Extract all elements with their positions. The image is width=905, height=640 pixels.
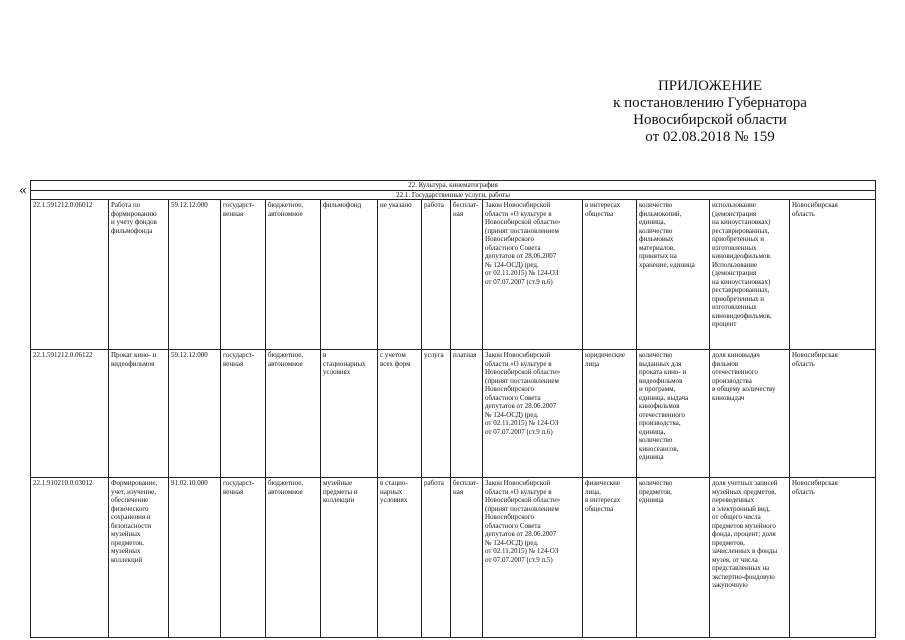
table-row [31,478,876,638]
content-parameter: фильмофонд [321,200,378,350]
service-name: Формирование, учет, изучение, обеспечение физического сохранения и безопасности музейных предметов, музейных коллекций [109,478,169,638]
service-code: 22.1.910210.0.03012 [31,478,109,638]
condition-parameter: не указано [378,200,422,350]
payment-type: платная [451,350,483,478]
quality-indicators: доля учетных записей музейных предметов, переведенных в электронный вид, от общего числа предметов музейного фонда, процент; доля предметов, зачисленных в фонды музея, от числа представленных на экспертно-фондовую закупочную [710,478,790,638]
work-or-service: услуга [422,350,451,478]
service-type: государст- венная [221,350,266,478]
territory: Новосибирская область [790,200,876,350]
condition-parameter: в стацио- нарных условиях [378,478,422,638]
header-title: ПРИЛОЖЕНИЕ [657,78,763,94]
subsection-title: 22.1. Государственные услуги, работы [31,190,876,200]
service-type: государст- венная [221,200,266,350]
service-name: Прокат кино- и видеофильмов [109,350,169,478]
territory: Новосибирская область [790,350,876,478]
consumer-category: в интересах общества [583,200,637,350]
consumer-category: юридические лица [583,350,637,478]
content-parameter: музейные предметы и коллекции [321,478,378,638]
institution-type: бюджетное, автономное [266,350,321,478]
payment-type: бесплат- ная [451,478,483,638]
legal-basis: Закон Новосибирской области «О культуре в Новосибирской области» (принят постановлением Новосибирского областного Совета депутатов от 28.06.2007 № 124-ОСД) (ред. от 02.11.2015) № 124-ОЗ от 07.07.2007 (ст.9 п.6) [483,350,583,478]
volume-indicators: количество выданных для проката кино- и видеофильмов и программ, единица, выдача кинофильмов отечественного производства, единица, количество киносеансов, единица [637,350,710,478]
section-row [31,181,876,191]
table-row [31,350,876,478]
header-line-region: Новосибирской области [633,112,787,128]
header-line-decree: к постановлению Губернатора [613,95,807,111]
service-code: 22.1.591212.0.06122 [31,350,109,478]
subsection-row [31,190,876,200]
table-row [31,200,876,350]
document-header [560,78,860,146]
legal-basis: Закон Новосибирской области «О культуре в Новосибирской области» (принят постановлением Новосибирского областного Совета депутатов от 28.06.2007 № 124-ОСД) (ред. от 02.11.2015) № 124-ОЗ от 07.07.2007 (ст.9 п.5) [483,478,583,638]
institution-type: бюджетное, автономное [266,200,321,350]
payment-type: бесплат- ная [451,200,483,350]
service-type: государст- венная [221,478,266,638]
okved-code: 59.12.12.000 [169,350,221,478]
okved-code: 59.12.12.000 [169,200,221,350]
volume-indicators: количество фильмокопий, единица, количество фильмовых материалов, принятых на хранение, единица [637,200,710,350]
services-table [30,180,876,638]
okved-code: 91.02.10.000 [169,478,221,638]
territory: Новосибирская область [790,478,876,638]
quality-indicators: доля киновыдач фильмов отечественного производства в общему количеству киновыдач [710,350,790,478]
service-code: 22.1.591212.0.06012 [31,200,109,350]
work-or-service: работа [422,200,451,350]
opening-quote-mark: « [19,182,27,198]
volume-indicators: количество предметов, единица [637,478,710,638]
content-parameter: в стационарных условиях [321,350,378,478]
section-title: 22. Культура, кинематография [31,181,876,191]
condition-parameter: с учетом всех форм [378,350,422,478]
consumer-category: физические лица, в интересах общества [583,478,637,638]
service-name: Работа по формированию и учету фондов фильмофонда [109,200,169,350]
legal-basis: Закон Новосибирской области «О культуре в Новосибирской области» (принят постановлением Новосибирского областного Совета депутатов от 28.06.2007 № 124-ОСД) (ред. от 02.11.2015) № 124-ОЗ от 07.07.2007 (ст.9 п.6) [483,200,583,350]
work-or-service: работа [422,478,451,638]
quality-indicators: использование (демонстрация на киноустановках) реставрированных, приобретенных и изготовленных киновидеофильмов. Использование (демонстрация на киноустановках) реставрированных, приобретенных и изготовленных киновидеофильмов, процент [710,200,790,350]
header-line-date: от 02.08.2018 № 159 [645,129,775,145]
institution-type: бюджетное, автономное [266,478,321,638]
